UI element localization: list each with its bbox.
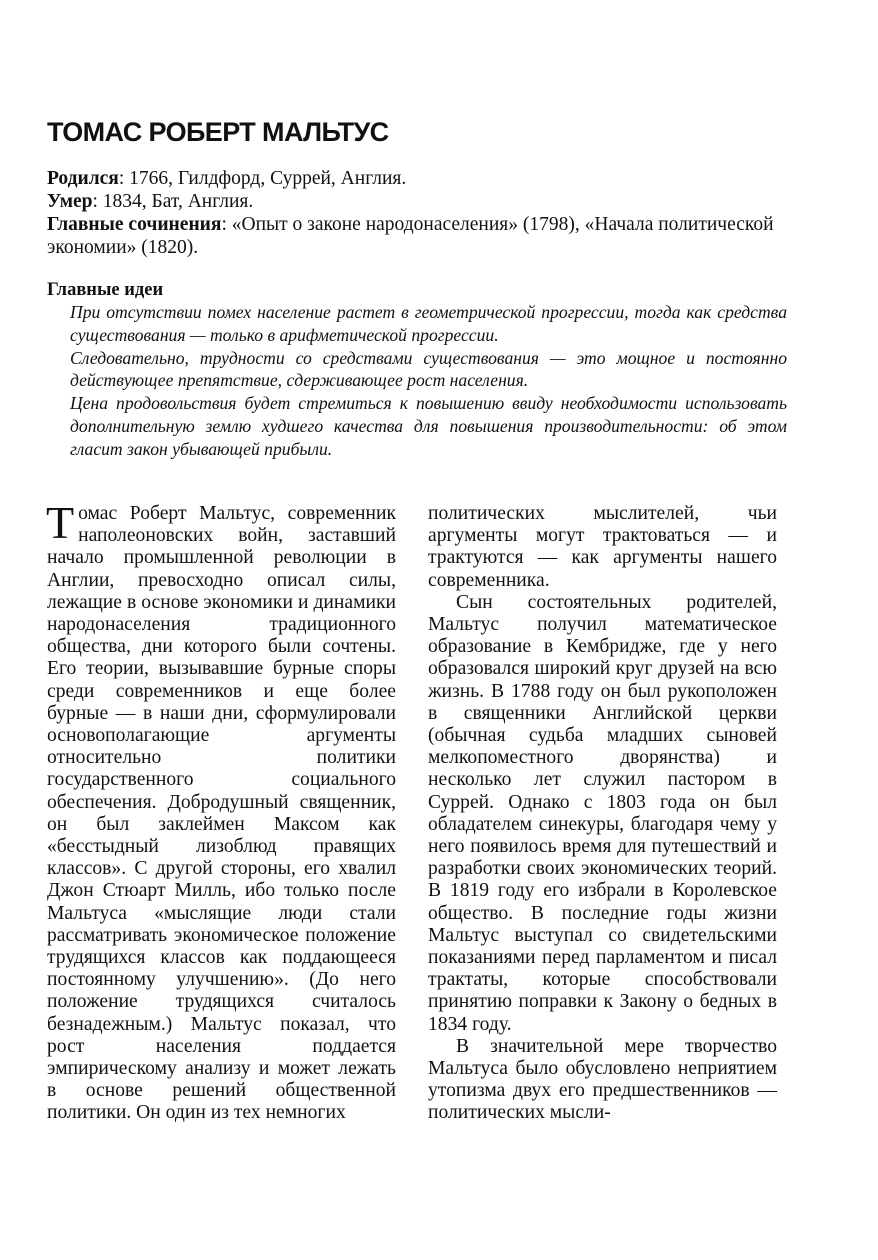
works-row xyxy=(47,213,787,259)
born-row xyxy=(47,167,787,190)
drop-cap: Т xyxy=(46,497,75,548)
died-value: : 1834, Бат, Англия. xyxy=(92,191,254,212)
main-idea: Следовательно, трудности со средствами существования — это мощное и постоянно действующее препятствие, сдерживающее рост населения. xyxy=(70,347,787,391)
main-ideas-block xyxy=(70,301,787,461)
born-label: Родился xyxy=(47,168,119,189)
born-value: : 1766, Гилдфорд, Суррей, Англия. xyxy=(118,168,407,189)
body-paragraph: В значительной мере творчество Мальтуса было обусловлено неприятием утопизма двух его предшественников — политических мысли- xyxy=(428,1035,777,1124)
body-paragraph: Сын состоятельных родителей, Мальтус получил математическое образование в Кембридже, где у него образовался широкий круг друзей на всю жизнь. В 1788 году он был рукоположен в священники Английской церкви (обычная судьба младших сыновей мелкопоместного дворянства) и несколько лет служил пастором в Суррей. Однако с 1803 года он был обладателем синекуры, благодаря чему у него появилось время для путешествий и разработки своих экономических теорий. В 1819 году его избрали в Королевское общество. В последние годы жизни Мальтус выступал со свидетельскими показаниями перед парламентом и писал трактаты, которые способствовали принятию поправки к Закону о бедных в 1834 году. xyxy=(428,591,777,1035)
page-title: ТОМАС РОБЕРТ МАЛЬТУС xyxy=(47,117,389,147)
died-label: Умер xyxy=(47,191,93,212)
main-idea: При отсутствии помех население растет в геометрической прогрессии, тогда как средства существования — только в арифметической прогрессии. xyxy=(70,302,787,345)
body-paragraph-text: омас Роберт Мальтус, современник наполеоновских войн, заставший начало промышленной революции в Англии, превосходно описал силы, лежащие в основе экономики и динамики народонаселения традиционного общества, дни которого были сочтены. Его теории, вызывавшие бурные споры среди современников и еще более бурные — в наши дни, сформулировали основополагающие аргументы относительно политики государственного социального обеспечения. Добродушный священник, он был заклеймен Максом как «бесстыдный лизоблюд правящих классов». С другой стороны, его хвалил Джон Стюарт Милль, ибо только после Мальтуса «мыслящие люди стали рассматривать экономическое положение трудящихся классов как поддающееся постоянному улучшению». (До него положение трудящихся считалось безнадежным.) Мальтус показал, что рост населения поддается эмпирическому анализу и может лежать в основе решений общественной политики. Он один из тех немногих xyxy=(47,503,396,1124)
body-paragraph xyxy=(46,497,396,1125)
main-ideas-heading: Главные идеи xyxy=(47,280,164,300)
biography-meta xyxy=(47,167,787,259)
works-value: : «Опыт о законе народонаселения» (1798), «Начала политической экономии» (1820). xyxy=(47,214,774,258)
text-column-right xyxy=(428,503,777,1125)
body-paragraph: политических мыслителей, чьи аргументы могут трактоваться — и трактуются — как аргументы нашего современника. xyxy=(428,503,777,591)
died-row xyxy=(47,190,787,213)
works-label: Главные сочинения xyxy=(47,214,222,235)
text-column-left xyxy=(46,497,396,1125)
main-idea: Цена продовольствия будет стремиться к повышению ввиду необходимости использовать дополнительную землю худшего качества для повышения производительности: об этом гласит закон убывающей прибыли. xyxy=(70,393,787,459)
